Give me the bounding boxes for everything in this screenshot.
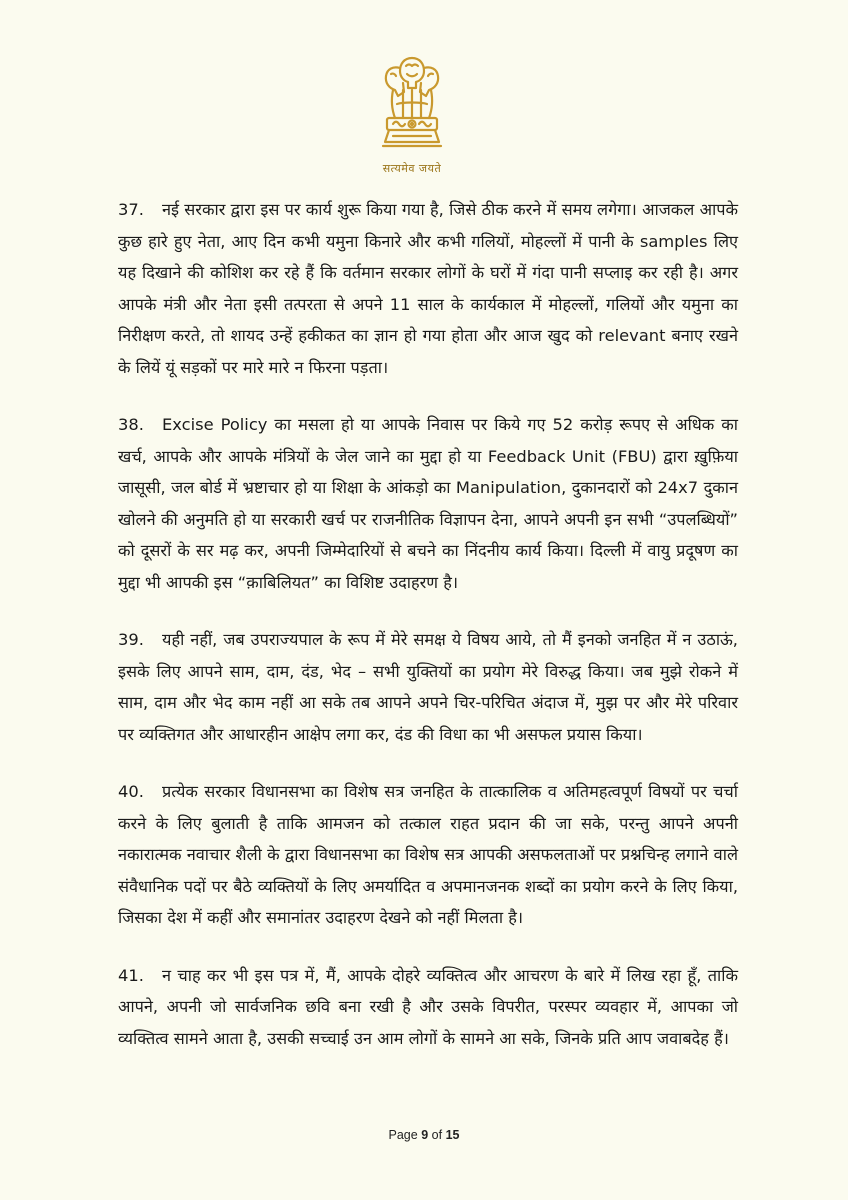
emblem-motto: सत्यमेव जयते	[382, 162, 442, 175]
paragraph-40	[118, 776, 738, 934]
national-emblem	[362, 52, 462, 180]
current-page-number: 9	[421, 1128, 429, 1142]
total-page-count: 15	[445, 1128, 460, 1142]
paragraph-text: यही नहीं, जब उपराज्यपाल के रूप में मेरे समक्ष ये विषय आये, तो मैं इनको जनहित में न उठाऊं, इसके लिए आपने साम, दाम, दंड, भेद – सभी युक्तियों का प्रयोग मेरे विरुद्ध किया। जब मुझे रोकने में साम, दाम और भेद काम नहीं आ सके तब आपने अपने चिर-परिचित अंदाज में, मुझ पर और मेरे परिवार पर व्यक्तिगत और आधारहीन आक्षेप लगा कर, दंड की विधा का भी असफल प्रयास किया।	[118, 630, 738, 744]
paragraph-number: 40.	[118, 782, 144, 801]
paragraph-39	[118, 624, 738, 750]
lion-capital-icon	[373, 52, 451, 160]
paragraph-text: प्रत्येक सरकार विधानसभा का विशेष सत्र जनहित के तात्कालिक व अतिमहत्वपूर्ण विषयों पर चर्चा करने के लिए बुलाती है ताकि आमजन को तत्काल राहत प्रदान की जा सके, परन्तु आपने अपनी नकारात्मक नवाचार शैली के द्वारा विधानसभा का विशेष सत्र आपकी असफलताओं पर प्रश्नचिन्ह लगाने वाले संवैधानिक पदों पर बैठे व्यक्तियों के लिए अमर्यादित व अपमानजनक शब्दों का प्रयोग करने के लिए किया, जिसका देश में कहीं और समानांतर उदाहरण देखने को नहीं मिलता है।	[118, 782, 738, 927]
paragraph-text: नई सरकार द्वारा इस पर कार्य शुरू किया गया है, जिसे ठीक करने में समय लगेगा। आजकल आपके कुछ हारे हुए नेता, आए दिन कभी यमुना किनारे और कभी गलियों, मोहल्लों में पानी के samples लिए यह दिखाने की कोशिश कर रहे हैं कि वर्तमान सरकार लोगों के घरों में गंदा पानी सप्लाइ कर रही है। अगर आपके मंत्री और नेता इसी तत्परता से अपने 11 साल के कार्यकाल में मोहल्लों, गलियों और यमुना का निरीक्षण करते, तो शायद उन्हें हकीकत का ज्ञान हो गया होता और आज खुद को relevant बनाए रखने के लियें यूं सड़कों पर मारे मारे न फिरना पड़ता।	[118, 200, 738, 377]
paragraph-number: 37.	[118, 200, 144, 219]
letter-body	[118, 194, 738, 1080]
paragraph-number: 38.	[118, 415, 144, 434]
paragraph-text: Excise Policy का मसला हो या आपके निवास पर किये गए 52 करोड़ रूपए से अधिक का खर्च, आपके और आपके मंत्रियों के जेल जाने का मुद्दा हो या Feedback Unit (FBU) द्वारा ख़ुफ़िया जासूसी, जल बोर्ड में भ्रष्टाचार हो या शिक्षा के आंकड़ो का Manipulation, दुकानदारों को 24x7 दुकान खोलने की अनुमति हो या सरकारी खर्च पर राजनीतिक विज्ञापन देना, आपने अपनी इन सभी “उपलब्धियों” को दूसरों के सर मढ़ कर, अपनी जिम्मेदारियों से बचने का निंदनीय कार्य किया। दिल्ली में वायु प्रदूषण का मुद्दा भी आपकी इस “क़ाबिलियत” का विशिष्ट उदाहरण है।	[118, 415, 738, 592]
of-label: of	[431, 1128, 443, 1142]
paragraph-number: 41.	[118, 965, 144, 985]
paragraph-41	[118, 960, 738, 1055]
paragraph-37	[118, 194, 738, 383]
page-footer	[0, 1128, 848, 1142]
page-label: Page	[388, 1128, 418, 1142]
paragraph-text: न चाह कर भी इस पत्र में, मैं, आपके दोहरे व्यक्तित्व और आचरण के बारे में लिख रहा हूँ, ताकि आपने, अपनी जो सार्वजनिक छवि बना रखी है और उसके विपरीत, परस्पर व्यवहार में, आपका जो व्यक्तित्व सामने आता है, उसकी सच्चाई उन आम लोगों के सामने आ सके, जिनके प्रति आप जवाबदेह हैं।	[118, 965, 738, 1048]
paragraph-38	[118, 409, 738, 598]
paragraph-number: 39.	[118, 630, 144, 649]
